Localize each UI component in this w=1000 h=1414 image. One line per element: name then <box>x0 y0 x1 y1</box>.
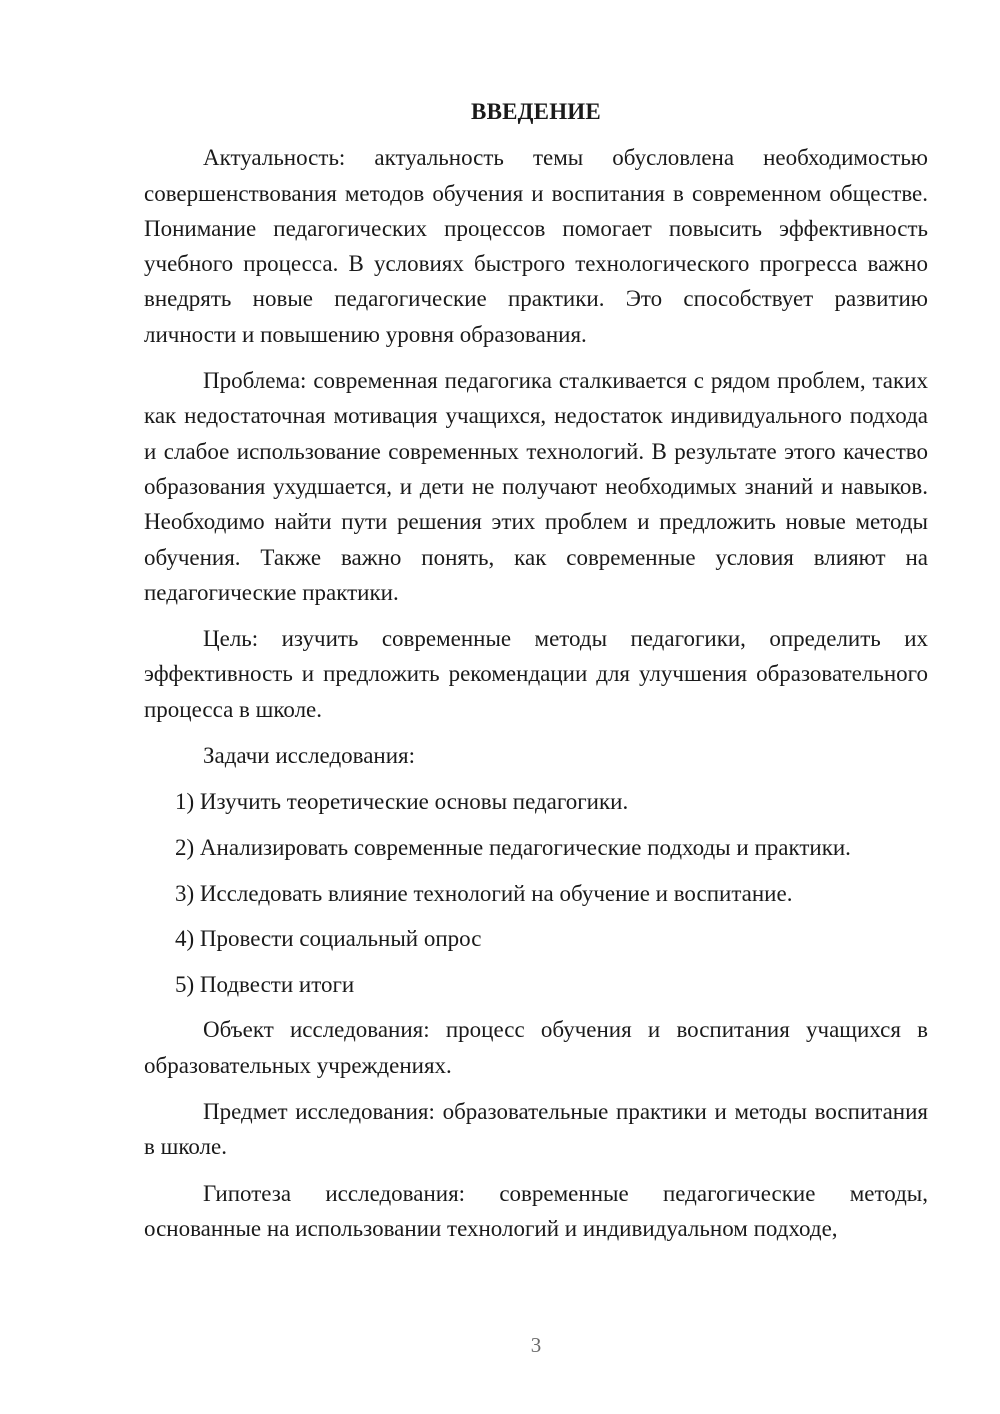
paragraph-tasks-intro: Задачи исследования: <box>203 743 416 769</box>
list-item: 5) Подвести итоги <box>175 971 355 997</box>
page-number: 3 <box>530 1333 542 1357</box>
paragraph-subject: Предмет исследования: образовательные практики и методы воспитания в школе. <box>144 1098 928 1160</box>
paragraph-object: Объект исследования: процесс обучения и воспитания учащихся в образовательных учреждениях. <box>144 1017 928 1078</box>
paragraph-relevance: Актуальность: актуальность темы обусловлена необходимостью совершенствования методов обучения и воспитания в современном обществе. Понимание педагогических процессов помогает повысить эффективность учебного процесса. В условиях быстрого технологического прогресса важно внедрять новые педагогические практики. Это способствует развитию личности и повышению уровня образования. <box>144 145 928 347</box>
tasks-list <box>144 784 928 1002</box>
paragraph-hypothesis: Гипотеза исследования: современные педагогические методы, основанные на использовании технологий и индивидуальном подходе, <box>144 1180 928 1241</box>
document-page <box>144 94 928 1257</box>
list-item: 2) Анализировать современные педагогические подходы и практики. <box>175 834 851 860</box>
list-item: 1) Изучить теоретические основы педагогики. <box>175 789 629 815</box>
list-item: 3) Исследовать влияние технологий на обучение и воспитание. <box>175 880 793 906</box>
paragraph-problem: Проблема: современная педагогика сталкивается с рядом проблем, таких как недостаточная мотивация учащихся, недостаток индивидуального подхода и слабое использование современных технологий. В результате этого качество образования ухудшается, и дети не получают необходимых знаний и навыков. Необходимо найти пути решения этих проблем и предложить новые методы обучения. Также важно понять, как современные условия влияют на педагогические практики. <box>144 368 928 605</box>
page-title: ВВЕДЕНИЕ <box>471 99 601 124</box>
list-item: 4) Провести социальный опрос <box>175 926 482 952</box>
paragraph-goal: Цель: изучить современные методы педагогики, определить их эффективность и предложить рекомендации для улучшения образовательного процесса в школе. <box>144 626 928 722</box>
